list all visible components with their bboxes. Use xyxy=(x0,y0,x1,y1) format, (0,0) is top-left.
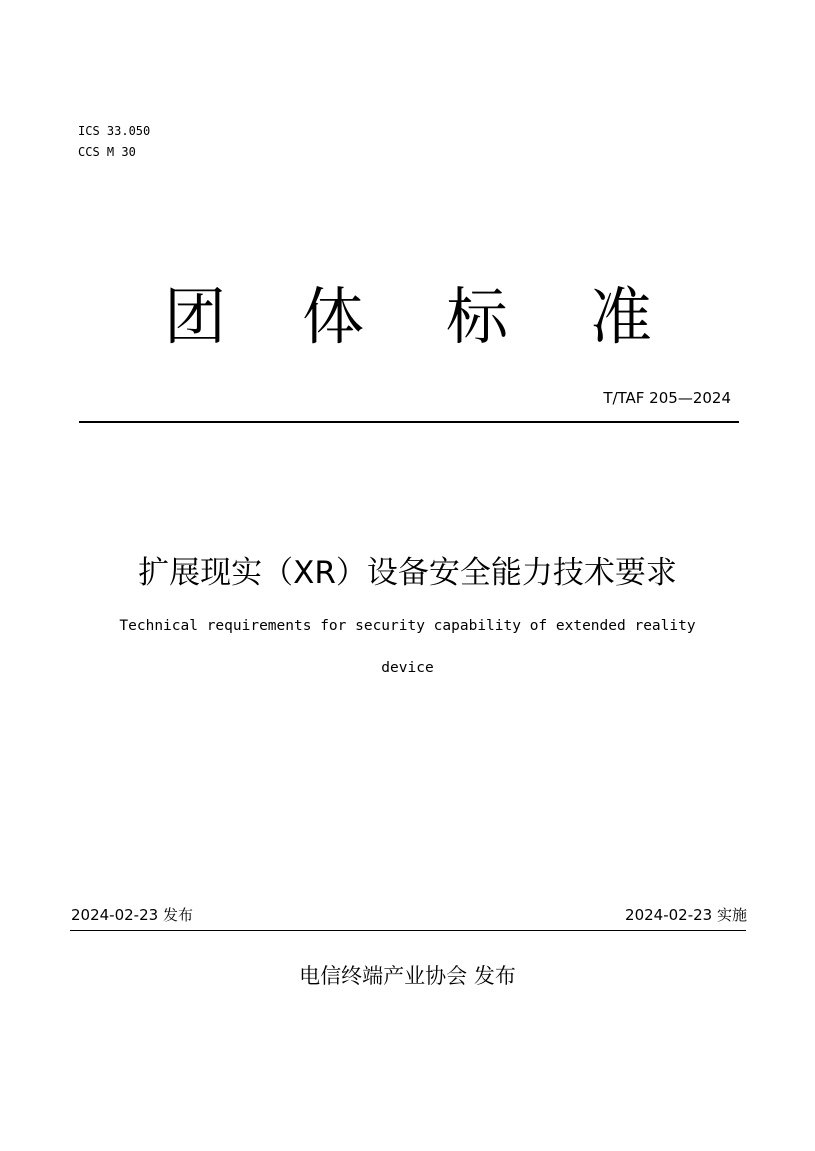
standard-number: T/TAF 205—2024 xyxy=(603,389,731,407)
standard-type-char-3: 标 xyxy=(446,280,509,353)
standard-type-heading xyxy=(160,282,660,352)
standard-type-char-4: 准 xyxy=(590,280,653,353)
english-title-line-1: Technical requirements for security capability of extended reality xyxy=(119,618,696,634)
publish-date: 2024-02-23 发布 xyxy=(71,906,193,924)
ccs-code: CCS M 30 xyxy=(78,145,136,159)
english-title-line-2: device xyxy=(381,660,434,676)
ics-code: ICS 33.050 xyxy=(78,124,151,138)
header-divider xyxy=(79,421,739,423)
standard-type-char-1: 团 xyxy=(164,280,227,353)
chinese-title: 扩展现实（XR）设备安全能力技术要求 xyxy=(138,555,677,591)
standard-type-char-2: 体 xyxy=(302,280,365,353)
issuing-organization: 电信终端产业协会 发布 xyxy=(299,964,516,988)
implementation-date: 2024-02-23 实施 xyxy=(625,906,747,924)
footer-divider xyxy=(70,930,746,931)
